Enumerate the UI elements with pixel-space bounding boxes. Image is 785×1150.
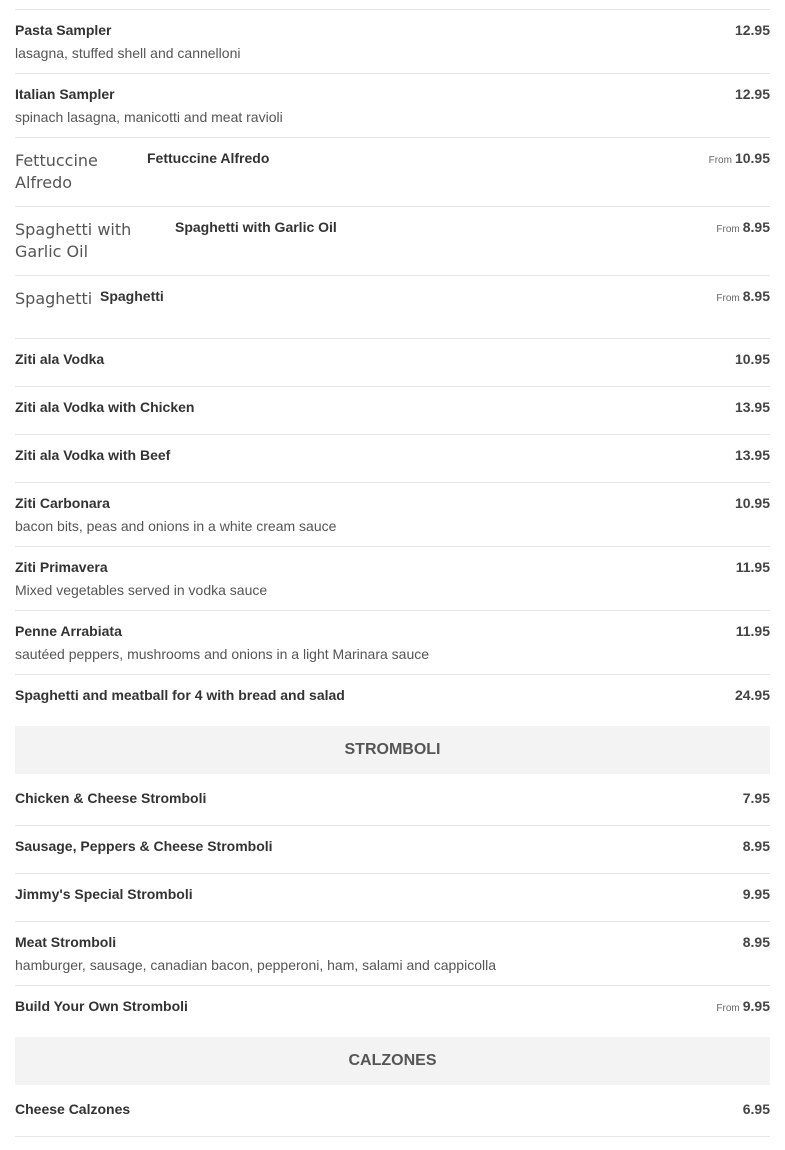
item-name: Cheese Calzones — [15, 1101, 131, 1117]
item-description: sautéed peppers, mushrooms and onions in a light Marinara sauce — [15, 646, 430, 662]
item-price: 9.95 — [742, 998, 770, 1014]
item-price: 13.95 — [734, 399, 770, 415]
from-label: From — [708, 155, 732, 166]
item-price: 8.95 — [742, 219, 770, 235]
item-name: Italian Sampler — [15, 86, 115, 102]
item-name: Jimmy's Special Stromboli — [15, 886, 193, 902]
section-header-calzones: CALZONES — [15, 1037, 770, 1085]
item-price: 10.95 — [734, 351, 770, 367]
item-description: lasagna, stuffed shell and cannelloni — [15, 45, 241, 61]
item-description: hamburger, sausage, canadian bacon, pepperoni, ham, salami and cappicolla — [15, 957, 496, 973]
item-name: Build Your Own Stromboli — [15, 998, 188, 1014]
from-label: From — [716, 293, 740, 304]
menu-item[interactable] — [15, 339, 770, 387]
item-name: Sausage, Peppers & Cheese Stromboli — [15, 838, 273, 854]
item-name: Ziti ala Vodka with Beef — [15, 447, 171, 463]
item-price: 8.95 — [742, 288, 770, 304]
item-price: 7.95 — [742, 790, 770, 806]
item-name: Chicken & Cheese Stromboli — [15, 790, 207, 806]
item-name: Ziti ala Vodka — [15, 351, 105, 367]
menu-item[interactable] — [15, 138, 770, 207]
item-image[interactable]: Spaghetti — [15, 289, 93, 308]
menu-item[interactable] — [15, 10, 770, 74]
menu-item[interactable] — [15, 778, 770, 826]
item-name: Meat Stromboli — [15, 934, 117, 950]
menu-item[interactable] — [15, 922, 770, 986]
from-label: From — [716, 1003, 740, 1014]
item-name: Ziti Carbonara — [15, 495, 110, 511]
item-price: 6.95 — [742, 1101, 770, 1117]
menu-item[interactable] — [15, 986, 770, 1036]
item-name: Spaghetti with Garlic Oil — [175, 219, 337, 235]
item-name: Penne Arrabiata — [15, 623, 122, 639]
menu-item[interactable] — [15, 547, 770, 611]
item-price: 11.95 — [735, 559, 770, 575]
item-name: Pasta Sampler — [15, 22, 112, 38]
item-price: 8.95 — [742, 838, 770, 854]
menu-item[interactable] — [15, 1089, 770, 1137]
item-price: 10.95 — [734, 150, 770, 166]
menu-item[interactable] — [15, 874, 770, 922]
menu-item[interactable] — [15, 276, 770, 339]
item-name: Spaghetti and meatball for 4 with bread and salad — [15, 687, 345, 703]
item-price: 13.95 — [734, 447, 770, 463]
menu-item[interactable] — [15, 435, 770, 483]
item-name: Ziti ala Vodka with Chicken — [15, 399, 195, 415]
item-price: 12.95 — [734, 22, 770, 38]
menu-item[interactable] — [15, 483, 770, 547]
item-price: 11.95 — [735, 623, 770, 639]
item-name: Spaghetti — [100, 288, 164, 304]
item-description: Mixed vegetables served in vodka sauce — [15, 582, 268, 598]
from-label: From — [716, 224, 740, 235]
item-price: 10.95 — [734, 495, 770, 511]
menu-item[interactable] — [15, 826, 770, 874]
item-price: 9.95 — [742, 886, 770, 902]
section-header-stromboli: STROMBOLI — [15, 726, 770, 774]
item-name: Ziti Primavera — [15, 559, 108, 575]
item-image[interactable]: Spaghetti with Garlic Oil — [15, 220, 132, 261]
item-name: Fettuccine Alfredo — [147, 150, 270, 166]
item-price: 12.95 — [734, 86, 770, 102]
menu-item[interactable] — [15, 387, 770, 435]
menu-item[interactable] — [15, 207, 770, 276]
menu-item[interactable] — [15, 74, 770, 138]
item-price: 8.95 — [742, 934, 770, 950]
item-image[interactable]: Fettuccine Alfredo — [15, 151, 98, 192]
item-description: bacon bits, peas and onions in a white cream sauce — [15, 518, 337, 534]
item-price: 24.95 — [734, 687, 770, 703]
menu-item[interactable] — [15, 675, 770, 725]
menu-item[interactable] — [15, 611, 770, 675]
item-description: spinach lasagna, manicotti and meat ravioli — [15, 109, 283, 125]
